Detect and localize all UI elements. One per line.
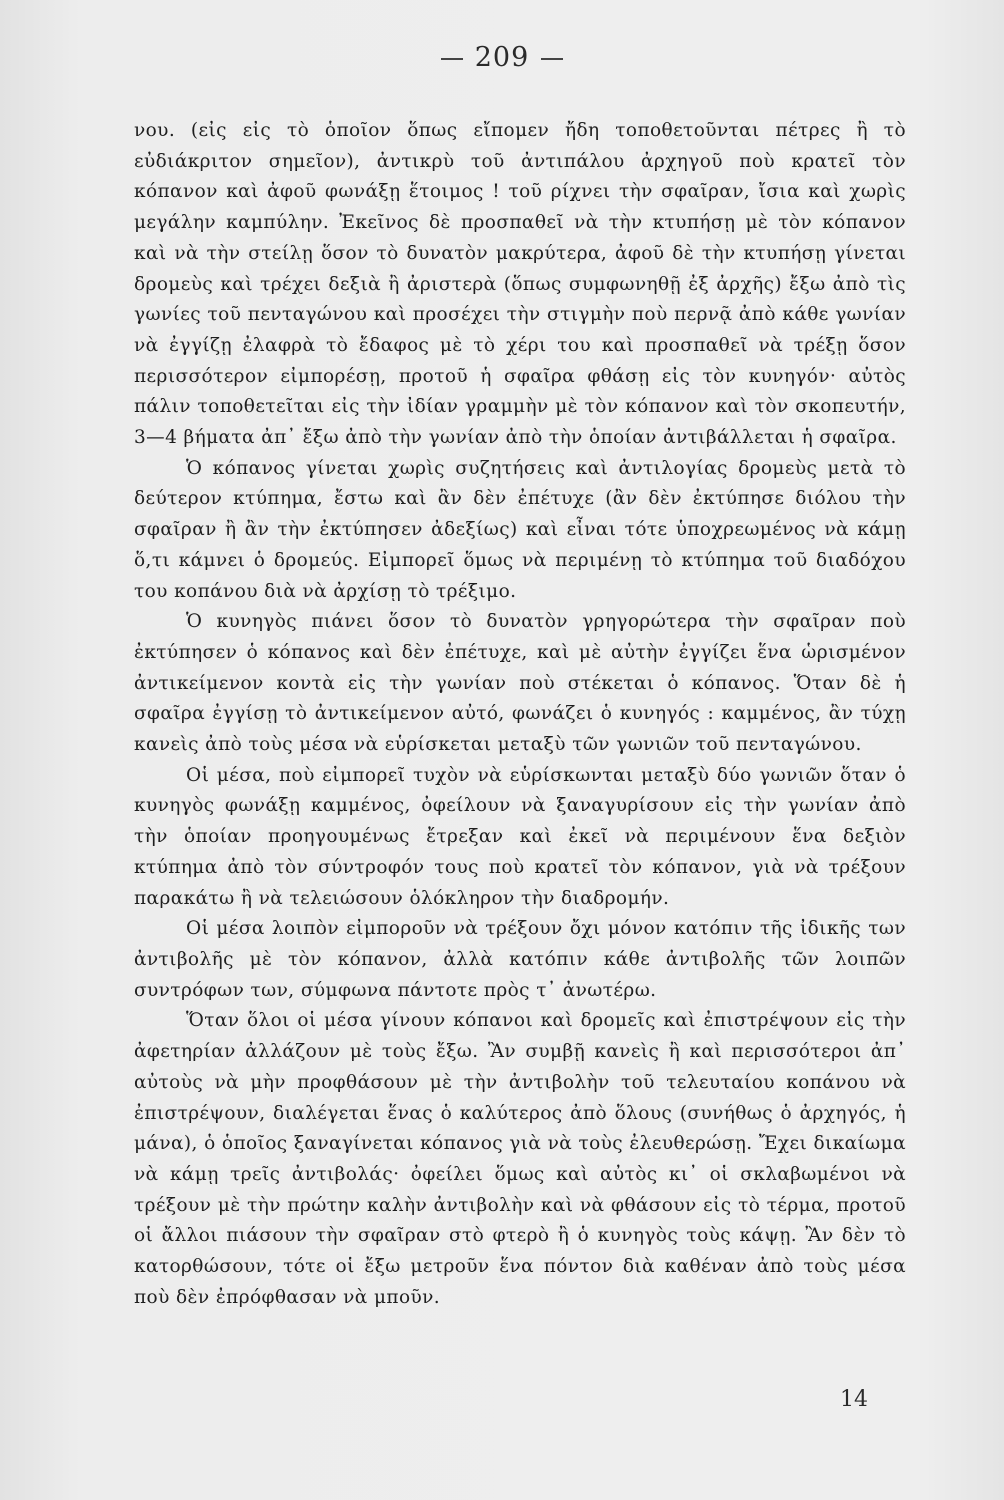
paragraph-5: Οἱ μέσα λοιπὸν εἰμποροῦν νὰ τρέξουν ὄχι μόνον κατόπιν τῆς ἰδικῆς των ἀντιβολῆς μὲ τὸν κόπανον, ἀλλὰ κατόπιν κάθε ἀντιβολῆς τῶν λοιπῶν συντρόφων των, σύμφωνα πάντοτε πρὸς τ᾽ ἀνωτέρω. [134, 918, 906, 1001]
header-dash-left [441, 58, 463, 60]
page-number: 209 [474, 42, 530, 73]
signature-mark: 14 [840, 1387, 868, 1412]
header-dash-right [541, 58, 563, 60]
paragraph-1: νου. (εἰς εἰς τὸ ὁποῖον ὅπως εἴπομεν ἤδη τοποθετοῦνται πέτρες ἢ τὸ εὐδιάκριτον σημεῖον), ἀντικρὺ τοῦ ἀντιπάλου ἀρχηγοῦ ποὺ κρατεῖ τὸν κόπανον καὶ ἀφοῦ φωνάξῃ ἕτοιμος ! τοῦ ρίχνει τὴν σφαῖραν, ἴσια καὶ χωρὶς μεγάλην καμπύλην. Ἐκεῖνος δὲ προσπαθεῖ νὰ τὴν κτυπήσῃ μὲ τὸν κόπανον καὶ νὰ τὴν στείλῃ ὅσον τὸ δυνατὸν μακρύτερα, ἀφοῦ δὲ τὴν κτυπήσῃ γίνεται δρομεὺς καὶ τρέχει δεξιὰ ἢ ἀριστερὰ (ὅπως συμφωνηθῇ ἐξ ἀρχῆς) ἔξω ἀπὸ τὶς γωνίες τοῦ πενταγώνου καὶ προσέχει τὴν στιγμὴν ποὺ περνᾷ ἀπὸ κάθε γωνίαν νὰ ἐγγίζῃ ἐλαφρὰ τὸ ἔδαφος μὲ τὸ χέρι του καὶ προσπαθεῖ νὰ τρέξῃ ὅσον περισσότερον εἰμπορέσῃ, προτοῦ ἡ σφαῖρα φθάσῃ εἰς τὸν κυνηγόν· αὐτὸς πάλιν τοποθετεῖται εἰς τὴν ἰδίαν γραμμὴν μὲ τὸν κόπανον καὶ τὸν σκοπευτήν, 3—4 βήματα ἀπ᾽ ἔξω ἀπὸ τὴν γωνίαν ἀπὸ τὴν ὁποίαν ἀντιβάλλεται ἡ σφαῖρα. [134, 120, 906, 449]
paragraph-6: Ὅταν ὅλοι οἱ μέσα γίνουν κόπανοι καὶ δρομεῖς καὶ ἐπιστρέψουν εἰς τὴν ἀφετηρίαν ἀλλάζουν μὲ τοὺς ἔξω. Ἂν συμβῇ κανεὶς ἢ καὶ περισσότεροι ἀπ᾽ αὐτοὺς νὰ μὴν προφθάσουν μὲ τὴν ἀντιβολὴν τοῦ τελευταίου κοπάνου νὰ ἐπιστρέψουν, διαλέγεται ἕνας ὁ καλύτερος ἀπὸ ὅλους (συνήθως ὁ ἀρχηγός, ἡ μάνα), ὁ ὁποῖος ξαναγίνεται κόπανος γιὰ νὰ τοὺς ἐλευθερώσῃ. Ἔχει δικαίωμα νὰ κάμῃ τρεῖς ἀντιβολάς· ὀφείλει ὅμως καὶ αὐτὸς κι᾽ οἱ σκλαβωμένοι νὰ τρέξουν μὲ τὴν πρώτην καλὴν ἀντιβολὴν καὶ νὰ φθάσουν εἰς τὸ τέρμα, προτοῦ οἱ ἄλλοι πιάσουν τὴν σφαῖραν στὸ φτερὸ ἢ ὁ κυνηγὸς τοὺς κάψῃ. Ἂν δὲν τὸ κατορθώσουν, τότε οἱ ἔξω μετροῦν ἕνα πόντον διὰ καθέναν ἀπὸ τοὺς μέσα ποὺ δὲν ἐπρόφθασαν νὰ μποῦν. [134, 1010, 906, 1308]
paragraph-4: Οἱ μέσα, ποὺ εἰμπορεῖ τυχὸν νὰ εὑρίσκωνται μεταξὺ δύο γωνιῶν ὅταν ὁ κυνηγὸς φωνάξῃ καμμένος, ὀφείλουν νὰ ξαναγυρίσουν εἰς τὴν γωνίαν ἀπὸ τὴν ὁποίαν προηγουμένως ἔτρεξαν καὶ ἐκεῖ νὰ περιμένουν ἕνα δεξιὸν κτύπημα ἀπὸ τὸν σύντροφόν τους ποὺ κρατεῖ τὸν κόπανον, γιὰ νὰ τρέξουν παρακάτω ἢ νὰ τελειώσουν ὁλόκληρον τὴν διαδρομήν. [134, 764, 906, 909]
page-header [0, 42, 1004, 73]
paragraph-3: Ὁ κυνηγὸς πιάνει ὅσον τὸ δυνατὸν γρηγορώτερα τὴν σφαῖραν ποὺ ἐκτύπησεν ὁ κόπανος καὶ δὲν ἐπέτυχε, καὶ μὲ αὐτὴν ἐγγίζει ἕνα ὡρισμένον ἀντικείμενον κοντὰ εἰς τὴν γωνίαν ποὺ στέκεται ὁ κόπανος. Ὅταν δὲ ἡ σφαῖρα ἐγγίσῃ τὸ ἀντικείμενον αὐτό, φωνάζει ὁ κυνηγός : καμμένος, ἂν τύχῃ κανεὶς ἀπὸ τοὺς μέσα νὰ εὑρίσκεται μεταξὺ τῶν γωνιῶν τοῦ πενταγώνου. [134, 611, 906, 756]
text-body [134, 116, 906, 1313]
paragraph-2: Ὁ κόπανος γίνεται χωρὶς συζητήσεις καὶ ἀντιλογίας δρομεὺς μετὰ τὸ δεύτερον κτύπημα, ἔστω καὶ ἂν δὲν ἐπέτυχε (ἂν δὲν ἐκτύπησε διόλου τὴν σφαῖραν ἢ ἂν τὴν ἐκτύπησεν ἀδεξίως) καὶ εἶναι τότε ὑποχρεωμένος νὰ κάμῃ ὅ,τι κάμνει ὁ δρομεύς. Εἰμπορεῖ ὅμως νὰ περιμένῃ τὸ κτύπημα τοῦ διαδόχου του κοπάνου διὰ νὰ ἀρχίσῃ τὸ τρέξιμο. [134, 457, 906, 602]
